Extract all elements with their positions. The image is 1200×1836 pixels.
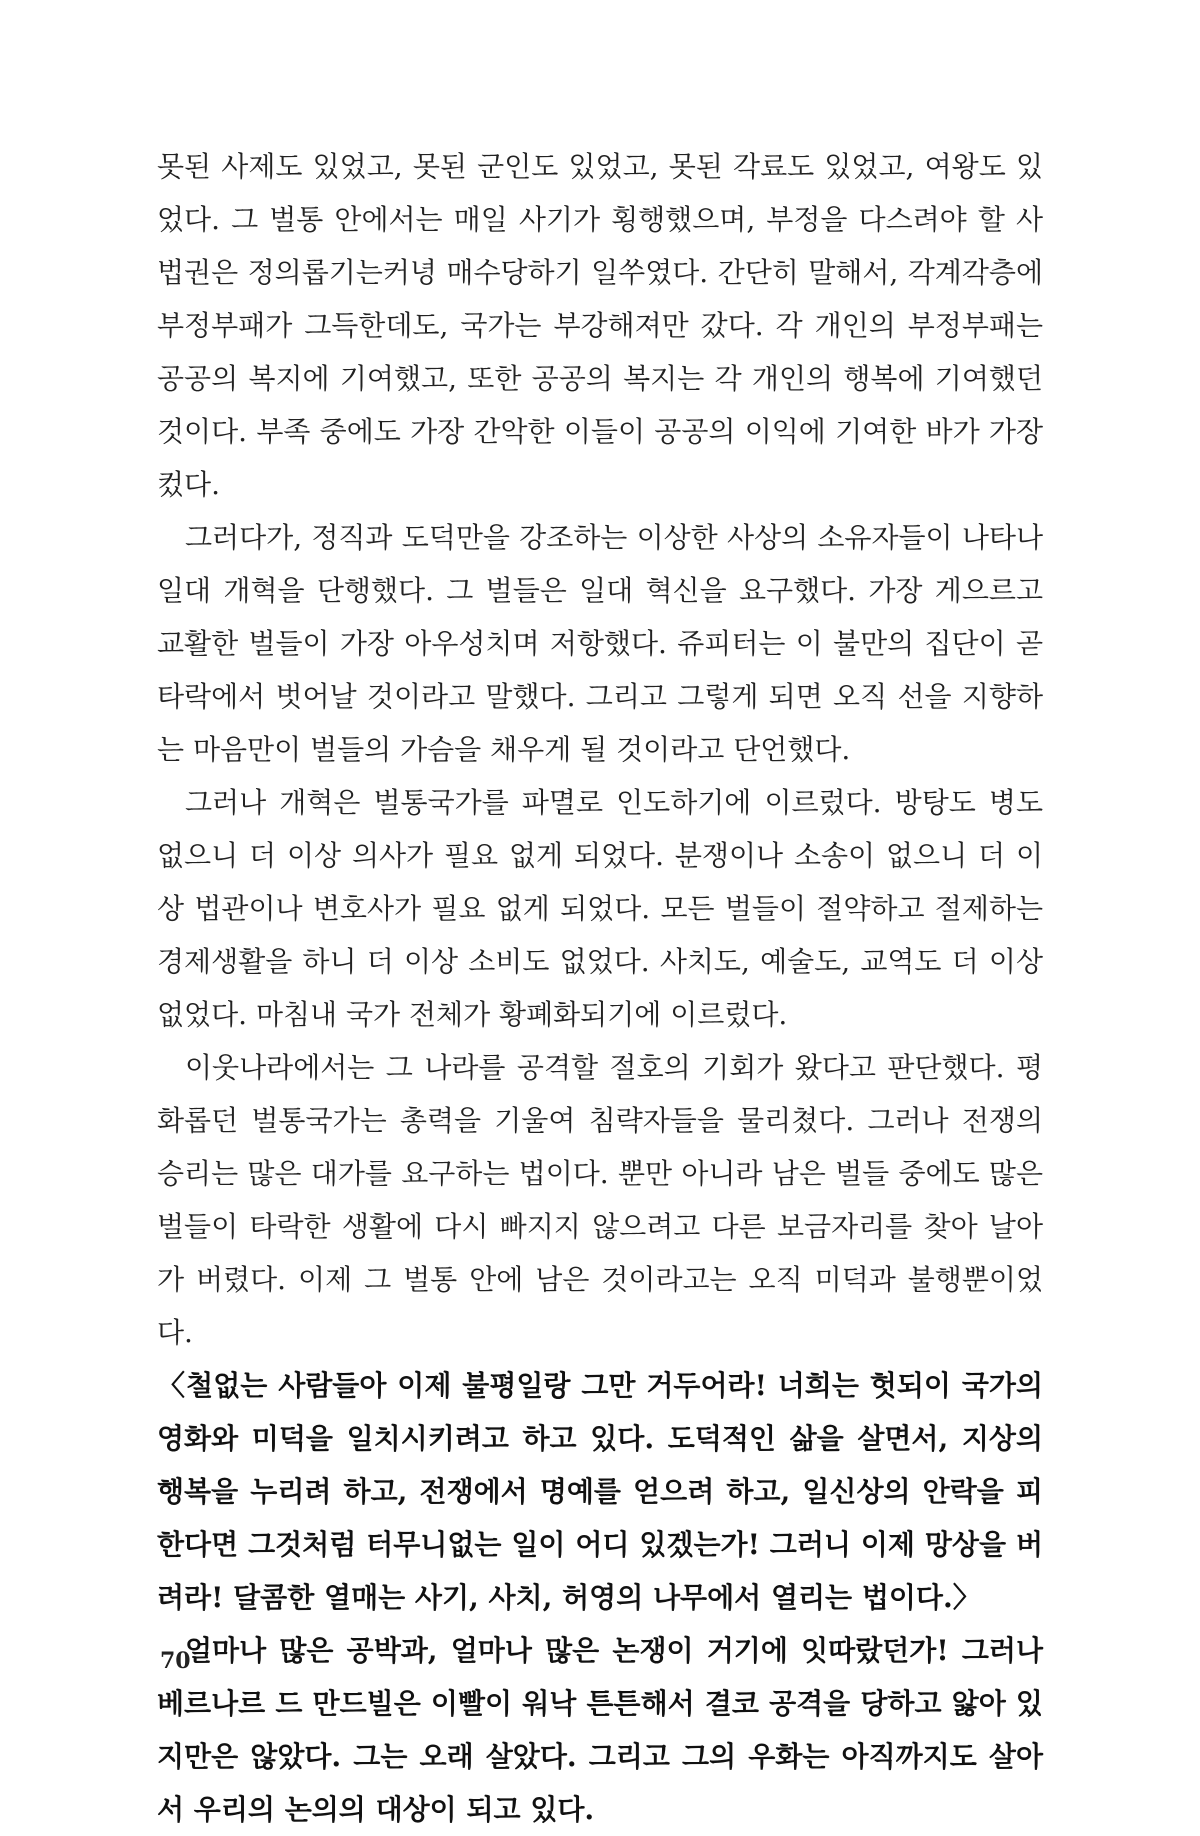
- paragraph-2: 그러다가, 정직과 도덕만을 강조하는 이상한 사상의 소유자들이 나타나 일대 개혁을 단행했다. 그 벌들은 일대 혁신을 요구했다. 가장 게으르고 교활한 벌들이 가장 아우성치며 저항했다. 쥬피터는 이 불만의 집단이 곧 타락에서 벗어날 것이라고 말했다. 그리고 그렇게 되면 오직 선을 지향하는 마음만이 벌들의 가슴을 채우게 될 것이라고 단언했다.: [157, 521, 1043, 766]
- paragraph-1: 못된 사제도 있었고, 못된 군인도 있었고, 못된 각료도 있었고, 여왕도 있었다. 그 벌통 안에서는 매일 사기가 횡행했으며, 부정을 다스려야 할 사법권은 정의롭기는커녕 매수당하기 일쑤였다. 간단히 말해서, 각계각층에 부정부패가 그득한데도, 국가는 부강해져만 갔다. 각 개인의 부정부패는 공공의 복지에 기여했고, 또한 공공의 복지는 각 개인의 행복에 기여했던 것이다. 부족 중에도 가장 간악한 이들이 공공의 이익에 기여한 바가 가장 컸다.: [157, 150, 1043, 501]
- page-number: 70: [160, 1648, 191, 1674]
- paragraph-6: 얼마나 많은 공박과, 얼마나 많은 논쟁이 거기에 잇따랐던가! 그러나 베르나르 드 만드빌은 이빨이 워낙 튼튼해서 결코 공격을 당하고 앓아 있지만은 않았다. 그는 오래 살았다. 그리고 그의 우화는 아직까지도 살아서 우리의 논의의 대상이 되고 있다.: [157, 1634, 1043, 1826]
- paragraph-4: 이웃나라에서는 그 나라를 공격할 절호의 기회가 왔다고 판단했다. 평화롭던 벌통국가는 총력을 기울여 침략자들을 물리쳤다. 그러나 전쟁의 승리는 많은 대가를 요구하는 법이다. 뿐만 아니라 남은 벌들 중에도 많은 벌들이 타락한 생활에 다시 빠지지 않으려고 다른 보금자리를 찾아 날아가 버렸다. 이제 그 벌통 안에 남은 것이라고는 오직 미덕과 불행뿐이었다.: [157, 1051, 1043, 1349]
- paragraph-3: 그러나 개혁은 벌통국가를 파멸로 인도하기에 이르렀다. 방탕도 병도 없으니 더 이상 의사가 필요 없게 되었다. 분쟁이나 소송이 없으니 더 이상 법관이나 변호사가 필요 없게 되었다. 모든 벌들이 절약하고 절제하는 경제생활을 하니 더 이상 소비도 없었다. 사치도, 예술도, 교역도 더 이상 없었다. 마침내 국가 전체가 황폐화되기에 이르렀다.: [157, 786, 1043, 1031]
- body-text: [157, 140, 1043, 1836]
- paragraph-5-quote: 〈철없는 사람들아 이제 불평일랑 그만 거두어라! 너희는 헛되이 국가의 영화와 미덕을 일치시키려고 하고 있다. 도덕적인 삶을 살면서, 지상의 행복을 누리려 하고, 전쟁에서 명예를 얻으려 하고, 일신상의 안락을 피한다면 그것처럼 터무니없는 일이 어디 있겠는가! 그러니 이제 망상을 버려라! 달콤한 열매는 사기, 사치, 허영의 나무에서 열리는 법이다.〉: [157, 1369, 1043, 1614]
